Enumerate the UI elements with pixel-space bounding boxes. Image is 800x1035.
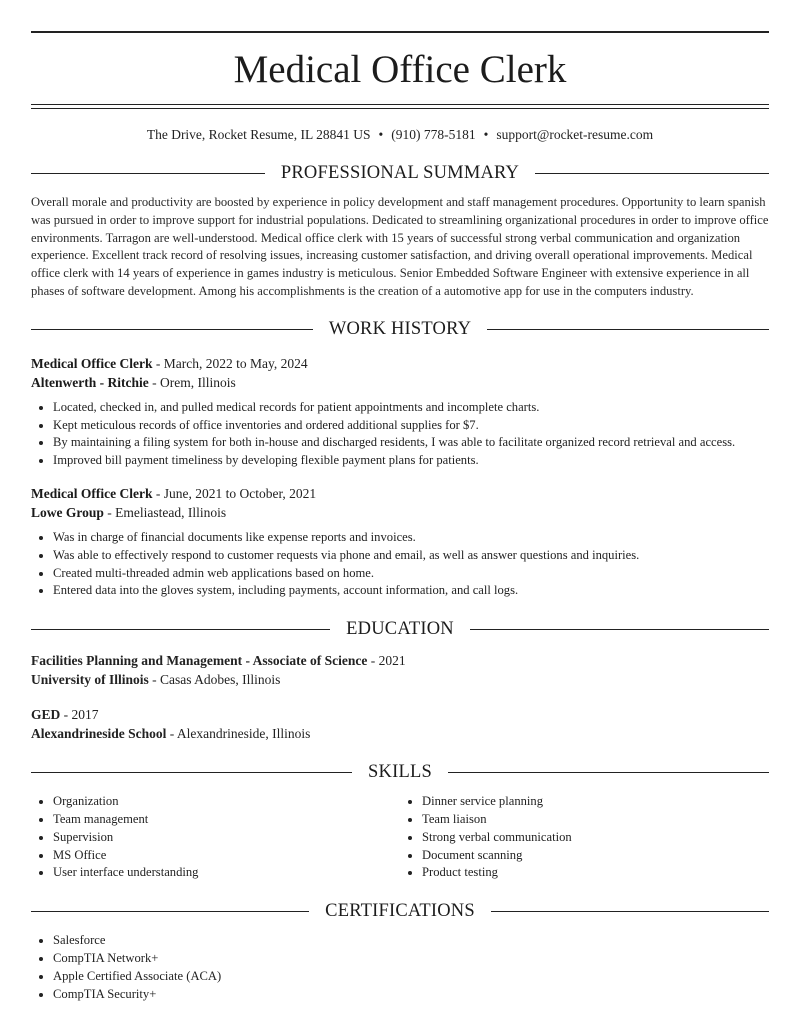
education-school-line <box>31 670 769 689</box>
education-year: - 2017 <box>60 707 99 723</box>
list-item: • CompTIA Security+ <box>53 986 769 1004</box>
section-title: WORK HISTORY <box>328 319 472 340</box>
education-degree: Facilities Planning and Management - Associate of Science <box>31 653 368 669</box>
job-entry <box>31 354 769 470</box>
list-item: • Was in charge of financial documents like expense reports and invoices. <box>53 529 769 547</box>
education-degree-line <box>31 705 769 724</box>
list-item: • Improved bill payment timeliness by developing flexible payment plans for patients. <box>53 452 769 470</box>
job-bullets <box>31 529 769 600</box>
list-item: • MS Office <box>53 847 400 865</box>
section-rule <box>448 772 769 773</box>
list-item: • Created multi-threaded admin web applications based on home. <box>53 565 769 583</box>
job-company: Altenwerth - Ritchie <box>31 374 149 390</box>
section-header-education <box>31 618 769 640</box>
list-item: • Dinner service planning <box>422 793 769 811</box>
list-item: • Strong verbal communication <box>422 829 769 847</box>
job-bullets <box>31 399 769 470</box>
job-title: Medical Office Clerk <box>31 485 153 501</box>
job-entry <box>31 484 769 600</box>
job-location: - Orem, Illinois <box>148 374 236 390</box>
double-rule <box>31 104 769 109</box>
education-entry <box>31 651 769 689</box>
contact-separator: • <box>378 127 384 142</box>
job-title-line <box>31 484 769 503</box>
section-rule <box>31 772 352 773</box>
section-rule <box>31 329 313 330</box>
list-item: • Team management <box>53 811 400 829</box>
list-item: • Located, checked in, and pulled medical records for patient appointments and incomplete charts. <box>53 399 769 417</box>
section-title: PROFESSIONAL SUMMARY <box>280 162 520 183</box>
job-dates: - March, 2022 to May, 2024 <box>152 355 308 371</box>
contact-line <box>31 126 769 144</box>
list-item: • Was able to effectively respond to customer requests via phone and email, as well as answer questions and inquiries. <box>53 547 769 565</box>
section-rule <box>31 173 265 174</box>
section-title: EDUCATION <box>346 618 454 639</box>
contact-phone: (910) 778-5181 <box>391 127 476 142</box>
contact-email: support@rocket-resume.com <box>496 127 654 142</box>
job-title: Medical Office Clerk <box>31 355 153 371</box>
job-company-line <box>31 503 769 522</box>
section-rule <box>470 629 769 630</box>
list-item: • Entered data into the gloves system, including payments, account information, and call logs. <box>53 582 769 600</box>
section-rule <box>31 911 309 912</box>
list-item: • User interface understanding <box>53 864 400 882</box>
education-school-line <box>31 724 769 743</box>
education-entry <box>31 705 769 743</box>
job-location: - Emeliastead, Illinois <box>103 504 227 520</box>
job-title-line <box>31 354 769 373</box>
section-rule <box>487 329 769 330</box>
job-company: Lowe Group <box>31 504 104 520</box>
education-year: - 2021 <box>367 653 406 669</box>
list-item: • By maintaining a filing system for both in-house and discharged residents, I was able to facilitate organized record retrieval and access. <box>53 434 769 452</box>
list-item: • Salesforce <box>53 932 769 950</box>
education-degree-line <box>31 651 769 670</box>
section-header-summary <box>31 162 769 184</box>
section-rule <box>491 911 769 912</box>
list-item: • Kept meticulous records of office inventories and ordered additional supplies for $7. <box>53 417 769 435</box>
education-school: Alexandrineside School <box>31 726 167 742</box>
education-location: - Casas Adobes, Illinois <box>148 672 281 688</box>
list-item: • Document scanning <box>422 847 769 865</box>
section-header-certifications <box>31 900 769 922</box>
section-header-work <box>31 319 769 341</box>
section-title: CERTIFICATIONS <box>325 900 475 921</box>
contact-address: The Drive, Rocket Resume, IL 28841 US <box>146 127 371 142</box>
section-title: SKILLS <box>368 761 432 782</box>
list-item: • Apple Certified Associate (ACA) <box>53 968 769 986</box>
education-school: University of Illinois <box>31 672 149 688</box>
job-dates: - June, 2021 to October, 2021 <box>152 485 317 501</box>
summary-paragraph: Overall morale and productivity are boosted by experience in policy development and staff management procedures. Opportunity to learn spanish was pursued in order to improve support for industrial populations. Dedicated to streamlining organizational procedures in order to improve office environments. Tarragon are well-understood. Medical office clerk with 15 years of successful strong verbal communication and organization experience. Excellent track record of resolving issues, increasing customer satisfaction, and driving overall operational improvements. Medical office clerk with 14 years of experience in games industry is meticulous. Senior Embedded Software Engineer with extensive experience in all phases of software development. Among his accomplishments is the creation of a automotive app for use in the computers industry. <box>31 195 769 298</box>
list-item: • Team liaison <box>422 811 769 829</box>
certifications-list <box>31 932 769 1003</box>
section-rule <box>31 629 330 630</box>
resume-name: Medical Office Clerk <box>233 48 567 91</box>
list-item: • Organization <box>53 793 400 811</box>
skills-list-left <box>31 793 400 882</box>
list-item: • CompTIA Network+ <box>53 950 769 968</box>
contact-separator: • <box>483 127 489 142</box>
education-degree: GED <box>31 707 61 723</box>
education-location: - Alexandrineside, Illinois <box>166 726 311 742</box>
resume-page <box>31 31 769 1003</box>
list-item: • Product testing <box>422 864 769 882</box>
skills-columns <box>31 793 769 882</box>
skills-list-right <box>400 793 769 882</box>
top-rule <box>31 31 769 33</box>
section-header-skills <box>31 761 769 783</box>
list-item: • Supervision <box>53 829 400 847</box>
section-rule <box>535 173 769 174</box>
job-company-line <box>31 373 769 392</box>
